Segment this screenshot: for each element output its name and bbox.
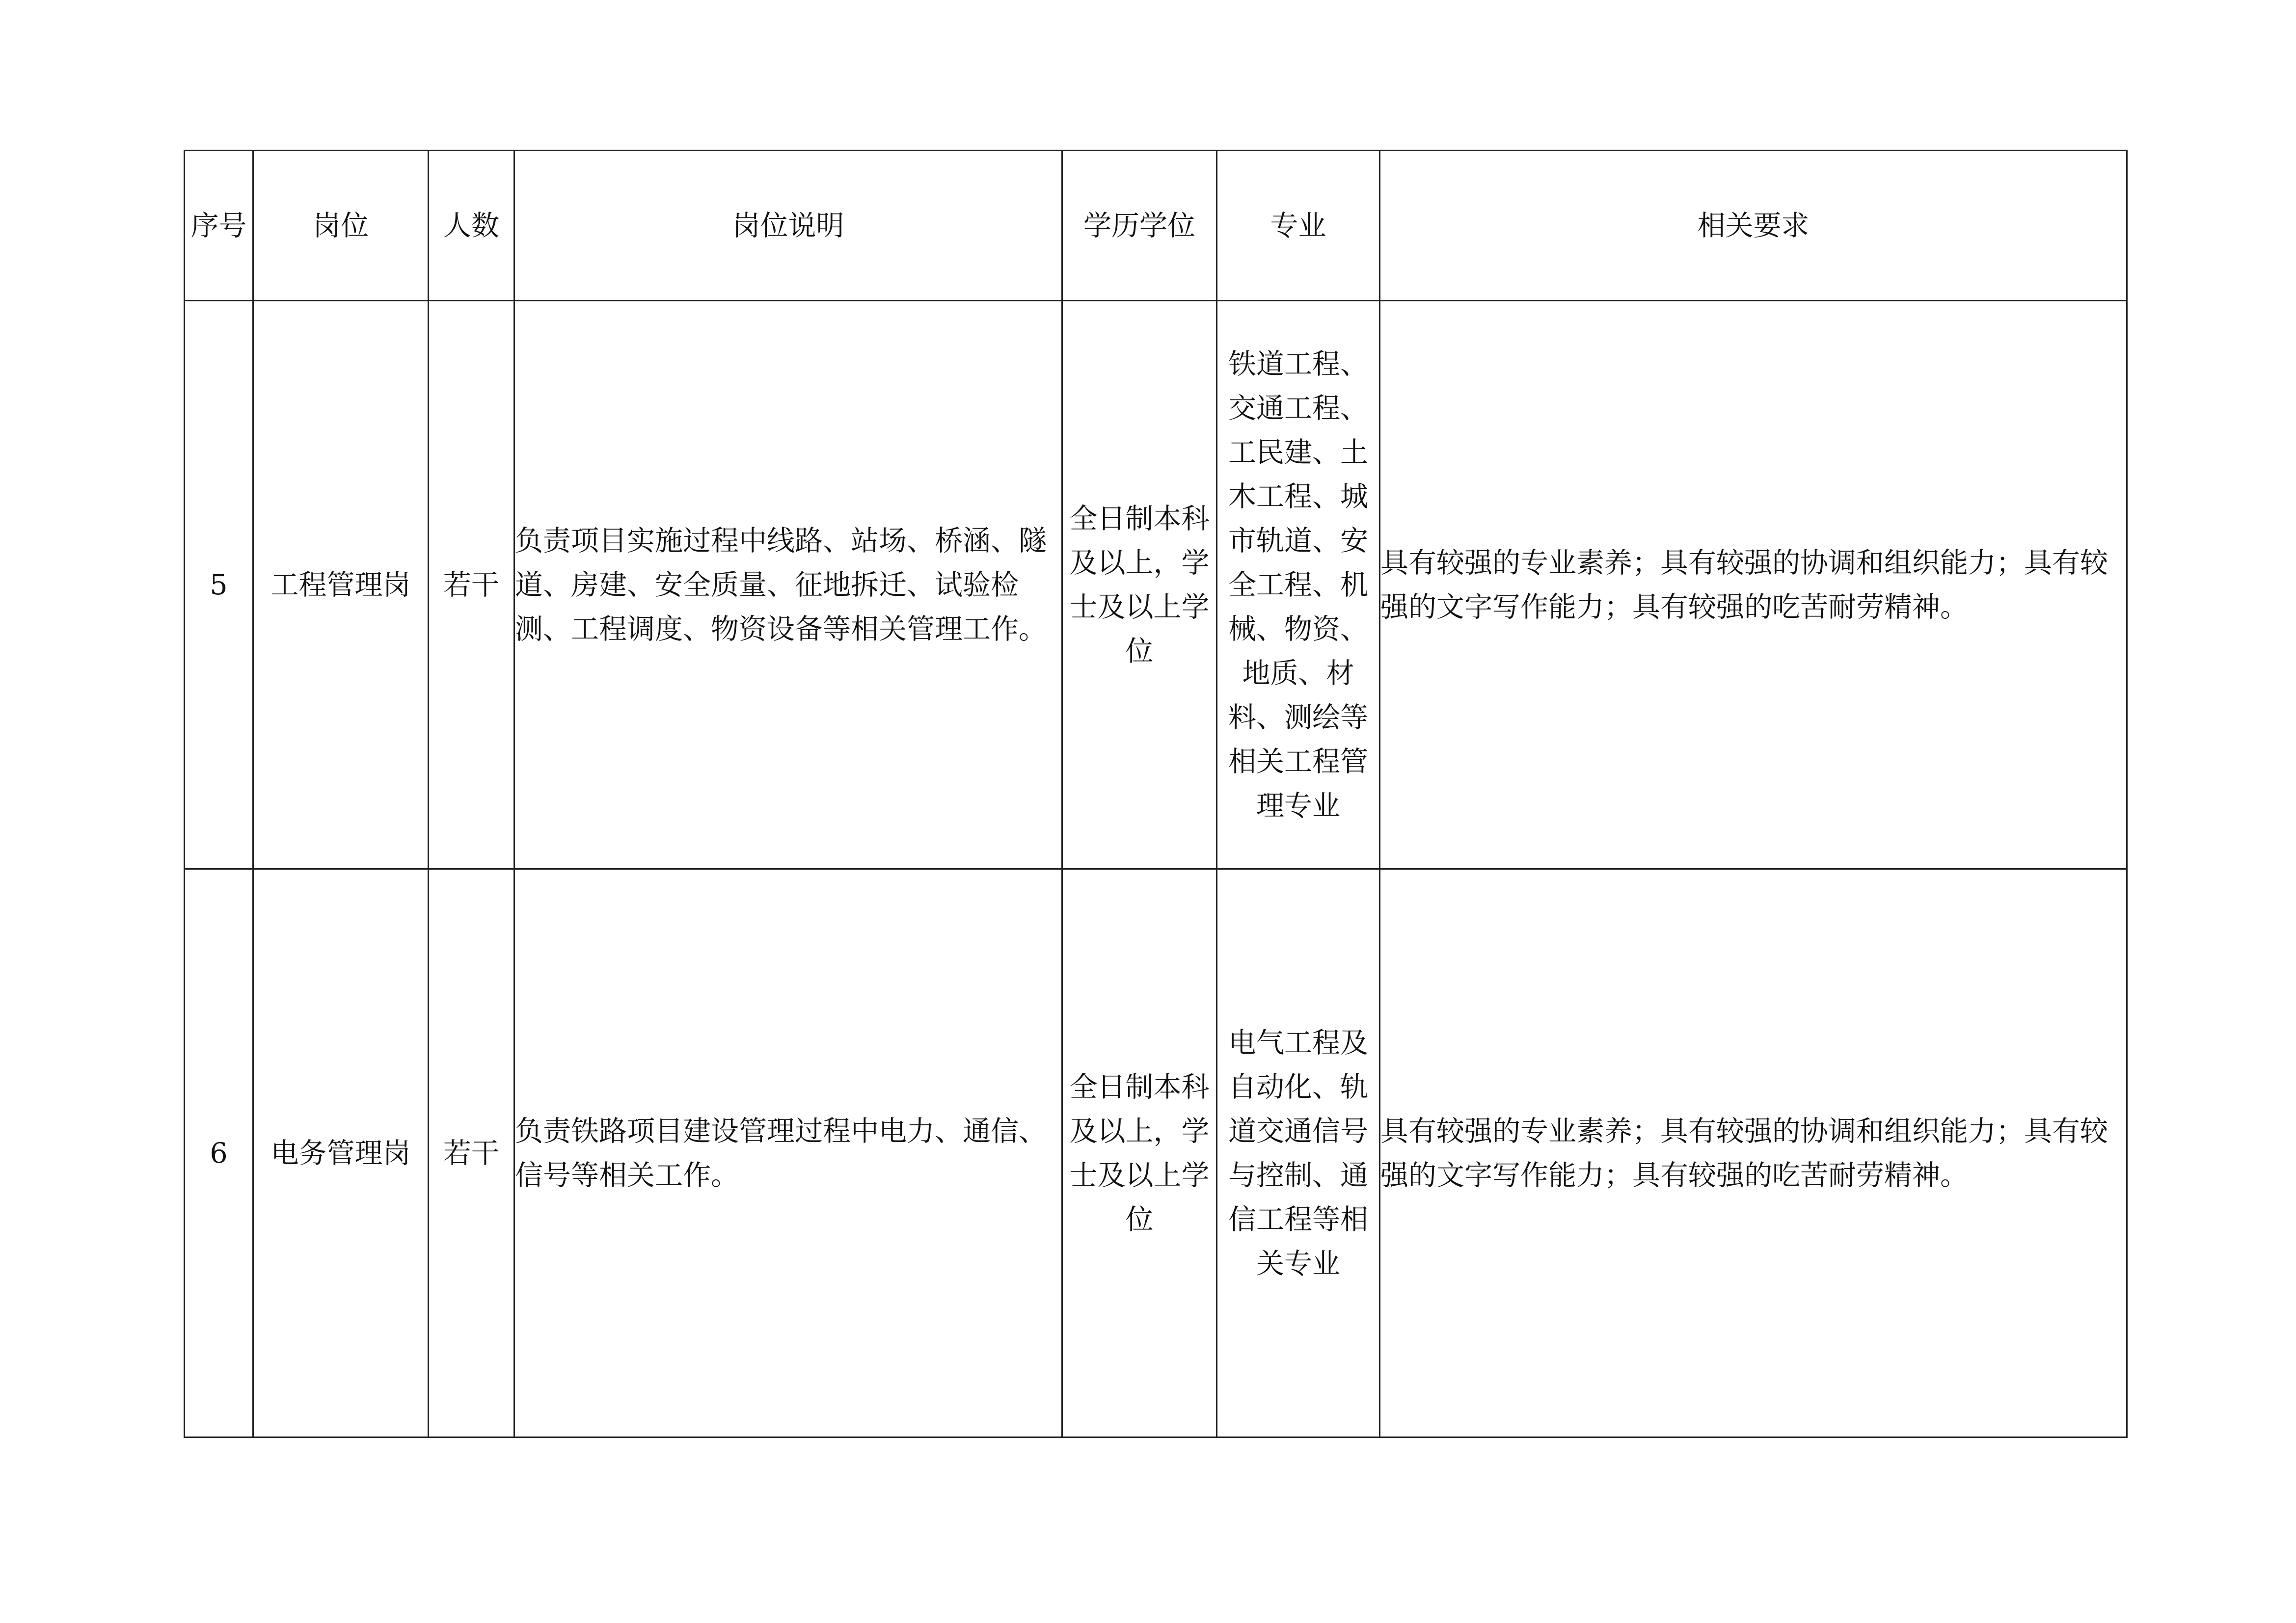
row-requirements: 具有较强的专业素养；具有较强的协调和组织能力；具有较强的文字写作能力；具有较强的吃苦耐劳精神。: [1380, 301, 2127, 869]
row-count: 若干: [429, 301, 514, 869]
row-requirements: 具有较强的专业素养；具有较强的协调和组织能力；具有较强的文字写作能力；具有较强的吃苦耐劳精神。: [1380, 869, 2127, 1437]
header-row: [185, 151, 2127, 301]
row-position: 电务管理岗: [253, 869, 429, 1437]
positions-table: [184, 150, 2128, 1438]
row-major: 铁道工程、交通工程、工民建、土木工程、城市轨道、安全工程、机械、物资、地质、材料、测绘等相关工程管理专业: [1217, 301, 1380, 869]
row-description: 负责项目实施过程中线路、站场、桥涵、隧道、房建、安全质量、征地拆迁、试验检测、工程调度、物资设备等相关管理工作。: [514, 301, 1062, 869]
header-requirements: 相关要求: [1380, 151, 2127, 301]
row-education: 全日制本科及以上，学士及以上学位: [1062, 869, 1217, 1437]
header-no: 序号: [185, 151, 253, 301]
header-major: 专业: [1217, 151, 1380, 301]
row-position: 工程管理岗: [253, 301, 429, 869]
row-no: 5: [185, 301, 253, 869]
header-position: 岗位: [253, 151, 429, 301]
row-count: 若干: [429, 869, 514, 1437]
row-no: 6: [185, 869, 253, 1437]
row-education: 全日制本科及以上，学士及以上学位: [1062, 301, 1217, 869]
table-row: [185, 869, 2127, 1437]
table-row: [185, 301, 2127, 869]
header-description: 岗位说明: [514, 151, 1062, 301]
row-major: 电气工程及自动化、轨道交通信号与控制、通信工程等相关专业: [1217, 869, 1380, 1437]
header-count: 人数: [429, 151, 514, 301]
header-education: 学历学位: [1062, 151, 1217, 301]
row-description: 负责铁路项目建设管理过程中电力、通信、信号等相关工作。: [514, 869, 1062, 1437]
